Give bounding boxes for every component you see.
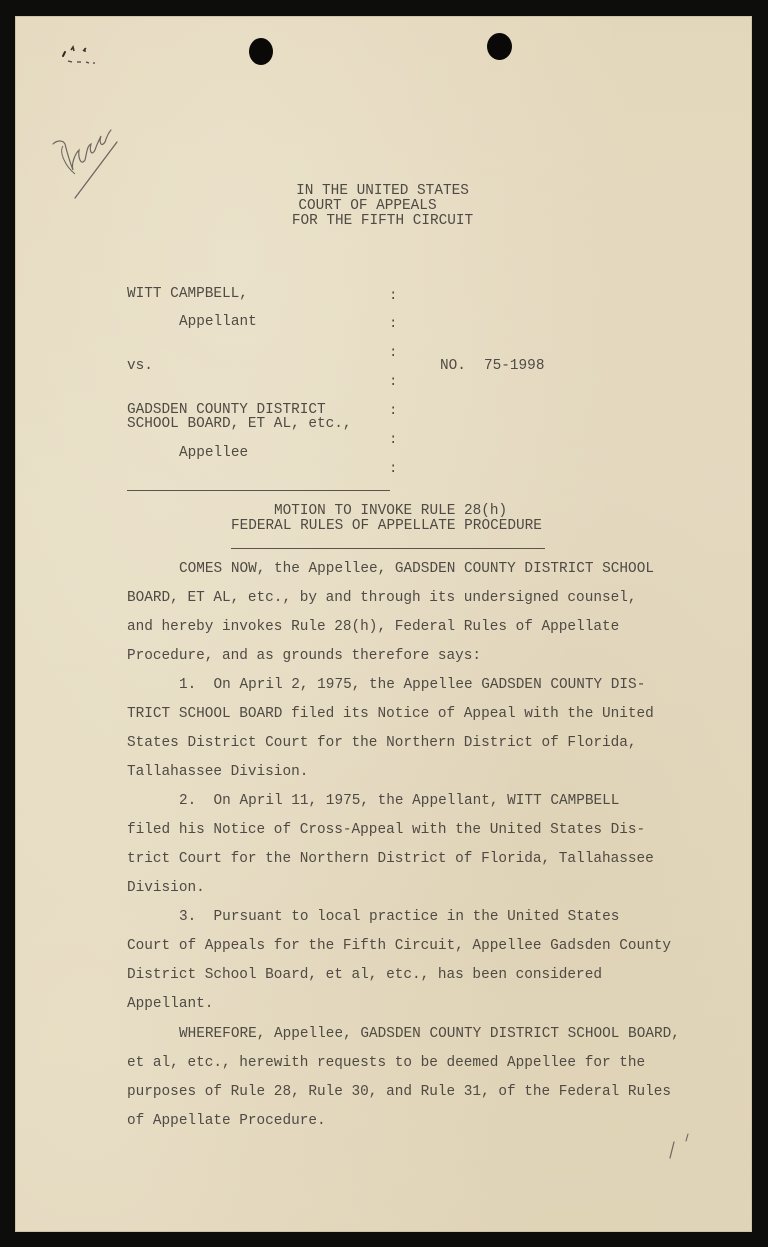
body-line: trict Court for the Northern District of Florida, Tallahassee	[127, 851, 654, 867]
case-number: 75-1998	[484, 358, 545, 374]
body-line: Procedure, and as grounds therefore says:	[127, 648, 482, 664]
body-line: States District Court for the Northern District of Florida,	[127, 735, 637, 751]
punch-hole-left	[249, 38, 273, 65]
body-line: Tallahassee Division.	[127, 764, 309, 780]
caption-separator: :	[389, 432, 398, 448]
motion-title-line-1: MOTION TO INVOKE RULE 28(h)	[274, 503, 508, 519]
case-number-label: NO.	[440, 358, 466, 374]
defendant-role: Appellee	[179, 445, 249, 461]
pencil-tick-icon	[665, 1128, 695, 1164]
defendant-name-line-1: GADSDEN COUNTY DISTRICT	[127, 402, 326, 418]
plaintiff-role: Appellant	[179, 314, 257, 330]
body-line: Division.	[127, 880, 205, 896]
body-line: 2. On April 11, 1975, the Appellant, WITT CAMPBELL	[179, 793, 620, 809]
body-line: District School Board, et al, etc., has been considered	[127, 967, 602, 983]
body-line: purposes of Rule 28, Rule 30, and Rule 31, of the Federal Rules	[127, 1084, 672, 1100]
body-line: filed his Notice of Cross-Appeal with the United States Dis-	[127, 822, 646, 838]
caption-separator: :	[389, 374, 398, 390]
versus-label: vs.	[127, 358, 153, 374]
pencil-mark-icon	[59, 38, 119, 68]
body-line: BOARD, ET AL, etc., by and through its undersigned counsel,	[127, 590, 637, 606]
motion-title-line-2: FEDERAL RULES OF APPELLATE PROCEDURE	[231, 518, 542, 534]
caption-separator: :	[389, 403, 398, 419]
body-line: WHEREFORE, Appellee, GADSDEN COUNTY DISTRICT SCHOOL BOARD,	[179, 1026, 680, 1042]
caption-separator: :	[389, 288, 398, 304]
caption-separator: :	[389, 461, 398, 477]
body-line: COMES NOW, the Appellee, GADSDEN COUNTY DISTRICT SCHOOL	[179, 561, 654, 577]
document-page	[15, 16, 752, 1232]
defendant-name-line-2: SCHOOL BOARD, ET AL, etc.,	[127, 416, 352, 432]
court-header-line: IN THE UNITED STATES	[296, 183, 469, 199]
body-line: and hereby invokes Rule 28(h), Federal Rules of Appellate	[127, 619, 620, 635]
court-header-line: COURT OF APPEALS	[298, 198, 437, 214]
punch-hole-right	[487, 33, 512, 60]
plaintiff-name: WITT CAMPBELL,	[127, 286, 248, 302]
body-line: 1. On April 2, 1975, the Appellee GADSDEN COUNTY DIS-	[179, 677, 646, 693]
caption-separator: :	[389, 345, 398, 361]
caption-rule	[127, 490, 390, 491]
body-line: 3. Pursuant to local practice in the United States	[179, 909, 620, 925]
body-line: et al, etc., herewith requests to be deemed Appellee for the	[127, 1055, 646, 1071]
body-line: Appellant.	[127, 996, 214, 1012]
body-line: Court of Appeals for the Fifth Circuit, Appellee Gadsden County	[127, 938, 672, 954]
title-underline	[231, 548, 545, 549]
court-header-line: FOR THE FIFTH CIRCUIT	[291, 213, 474, 229]
court-header	[15, 184, 752, 229]
body-line: TRICT SCHOOL BOARD filed its Notice of Appeal with the United	[127, 706, 654, 722]
caption-separator: :	[389, 316, 398, 332]
body-line: of Appellate Procedure.	[127, 1113, 326, 1129]
